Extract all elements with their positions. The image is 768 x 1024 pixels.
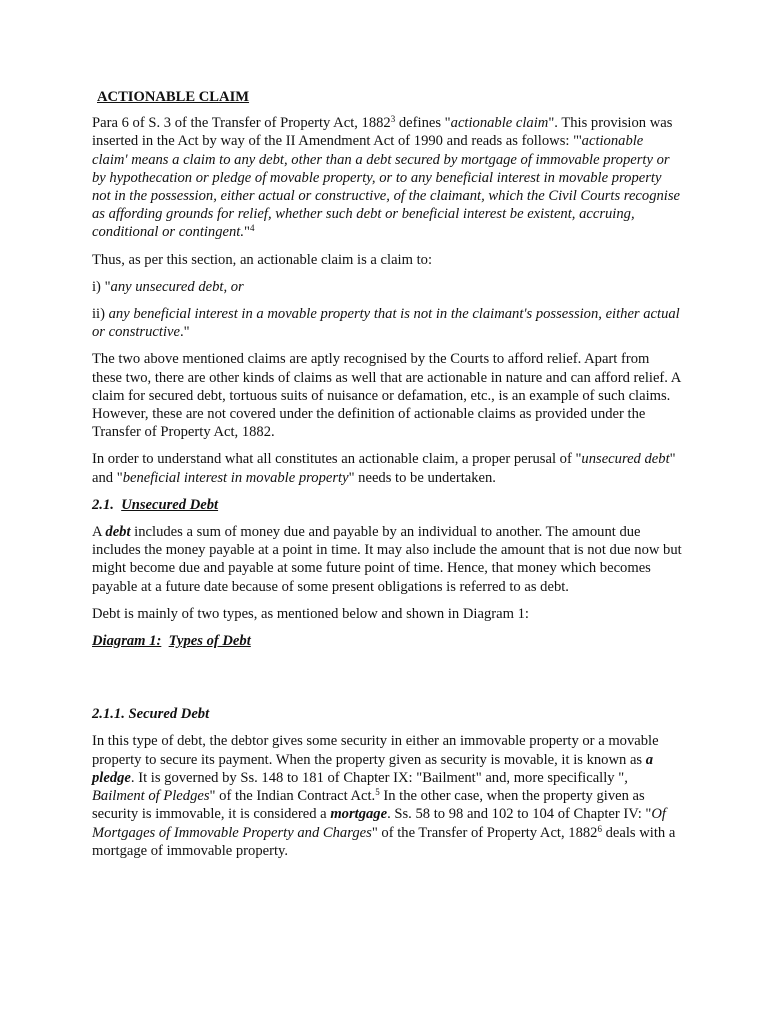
paragraph-debt [92,523,682,596]
term-debt: debt [105,524,131,541]
list-item-1 [92,278,682,296]
text: i) " [92,278,111,295]
text: defines " [395,115,451,132]
text: includes a sum of money due and payable by an individual to another. The amount due includes the money payable at a point in time. It may also include the amount that is not due now but might become due and payable at some future point of time. Hence, that money which becomes payable at a future date because of some present obligations is referred to as debt. [92,524,682,595]
text: A [92,524,106,541]
term-mortgage: mortgage [330,806,388,823]
paragraph-perusal [92,450,682,486]
text: " [244,224,250,241]
paragraph-intro: Thus, as per this section, an actionable claim is a claim to: [92,251,433,268]
diagram-caption [92,632,682,650]
text: In order to understand what all constitutes an actionable claim, a proper perusal of " [92,451,582,468]
text: . It is governed by Ss. 148 to 181 of Chapter IX: "Bailment" and, more specifically " [130,769,625,786]
text: In this type of debt, the debtor gives some security in either an immovable property or a movable property to secure its payment. When the property given as security is movable, it is known as [92,733,659,768]
text: deals with a mortgage of immovable property. [92,824,676,859]
diagram-title: Types of Debt [168,633,251,650]
footnote-ref[interactable]: 4 [249,223,255,234]
text-italic: Of Mortgages of Immovable Property and Charges [92,806,666,841]
text: ii) [92,306,109,323]
document-title: ACTIONABLE CLAIM [97,89,250,105]
paragraph-debt-types: Debt is mainly of two types, as mentioned below and shown in Diagram 1: [92,605,529,622]
text: " and " [92,451,676,486]
text-italic: , Bailment of Pledges [92,769,628,805]
section-number: 2.1. [92,496,114,513]
list-item-2 [92,305,682,341]
footnote-ref[interactable]: 5 [375,787,380,798]
footnote-ref[interactable]: 6 [597,823,602,834]
section-heading-secured-debt: 2.1.1. Secured Debt [92,706,210,723]
paragraph-definition [92,114,682,241]
text-italic: unsecured debt [581,451,670,468]
text-italic: any beneficial interest in a movable property that is not in the claimant's possession, either actual or constructive [92,306,680,341]
diagram-label: Diagram 1: [92,633,162,650]
term-pledge: a pledge [92,751,654,786]
text-italic: beneficial interest in movable property [122,469,349,486]
text: " of the Transfer of Property Act, 1882 [371,824,598,841]
document-page [92,88,682,869]
text: " of the Indian Contract Act. [209,788,376,805]
text: ". This provision was inserted in the Act by way of the II Amendment Act of 1990 and reads as follows: "' [92,115,673,150]
footnote-ref[interactable]: 3 [390,114,396,125]
text: . Ss. 58 to 98 and 102 to 104 of Chapter IV: " [387,806,652,823]
text-italic: actionable claim [450,115,549,132]
text-italic: any unsecured debt, or [110,278,244,295]
text: In the other case, when the property given as security is immovable, it is considered a [92,788,645,823]
text: " needs to be undertaken. [348,469,496,486]
text: ." [179,324,190,341]
diagram-placeholder [92,659,682,705]
paragraph-claims: The two above mentioned claims are aptly recognised by the Courts to afford relief. Apart from these two, there are other kinds of claims as well that are actionable in nature and can afford relief. A claim for secured debt, tortuous suits of nuisance or defamation, etc., is an example of such claims. However, these are not covered under the definition of actionable claims as provided under the Transfer of Property Act, 1882. [92,351,681,441]
paragraph-secured-debt [92,732,682,859]
section-title: Unsecured Debt [121,496,219,513]
text-italic: actionable claim' means a claim to any debt, other than a debt secured by mortgage of immovable property or by hypothecation or pledge of movable property, or to any beneficial interest in movable property not in the possession, either actual or constructive, of the claimant, which the Civil Courts recognise as affording grounds for relief, whether such debt or beneficial interest be existent, accruing, conditional or contingent. [92,133,681,241]
text: Para 6 of S. 3 of the Transfer of Property Act, 1882 [92,115,391,132]
section-heading-unsecured-debt [92,496,682,514]
